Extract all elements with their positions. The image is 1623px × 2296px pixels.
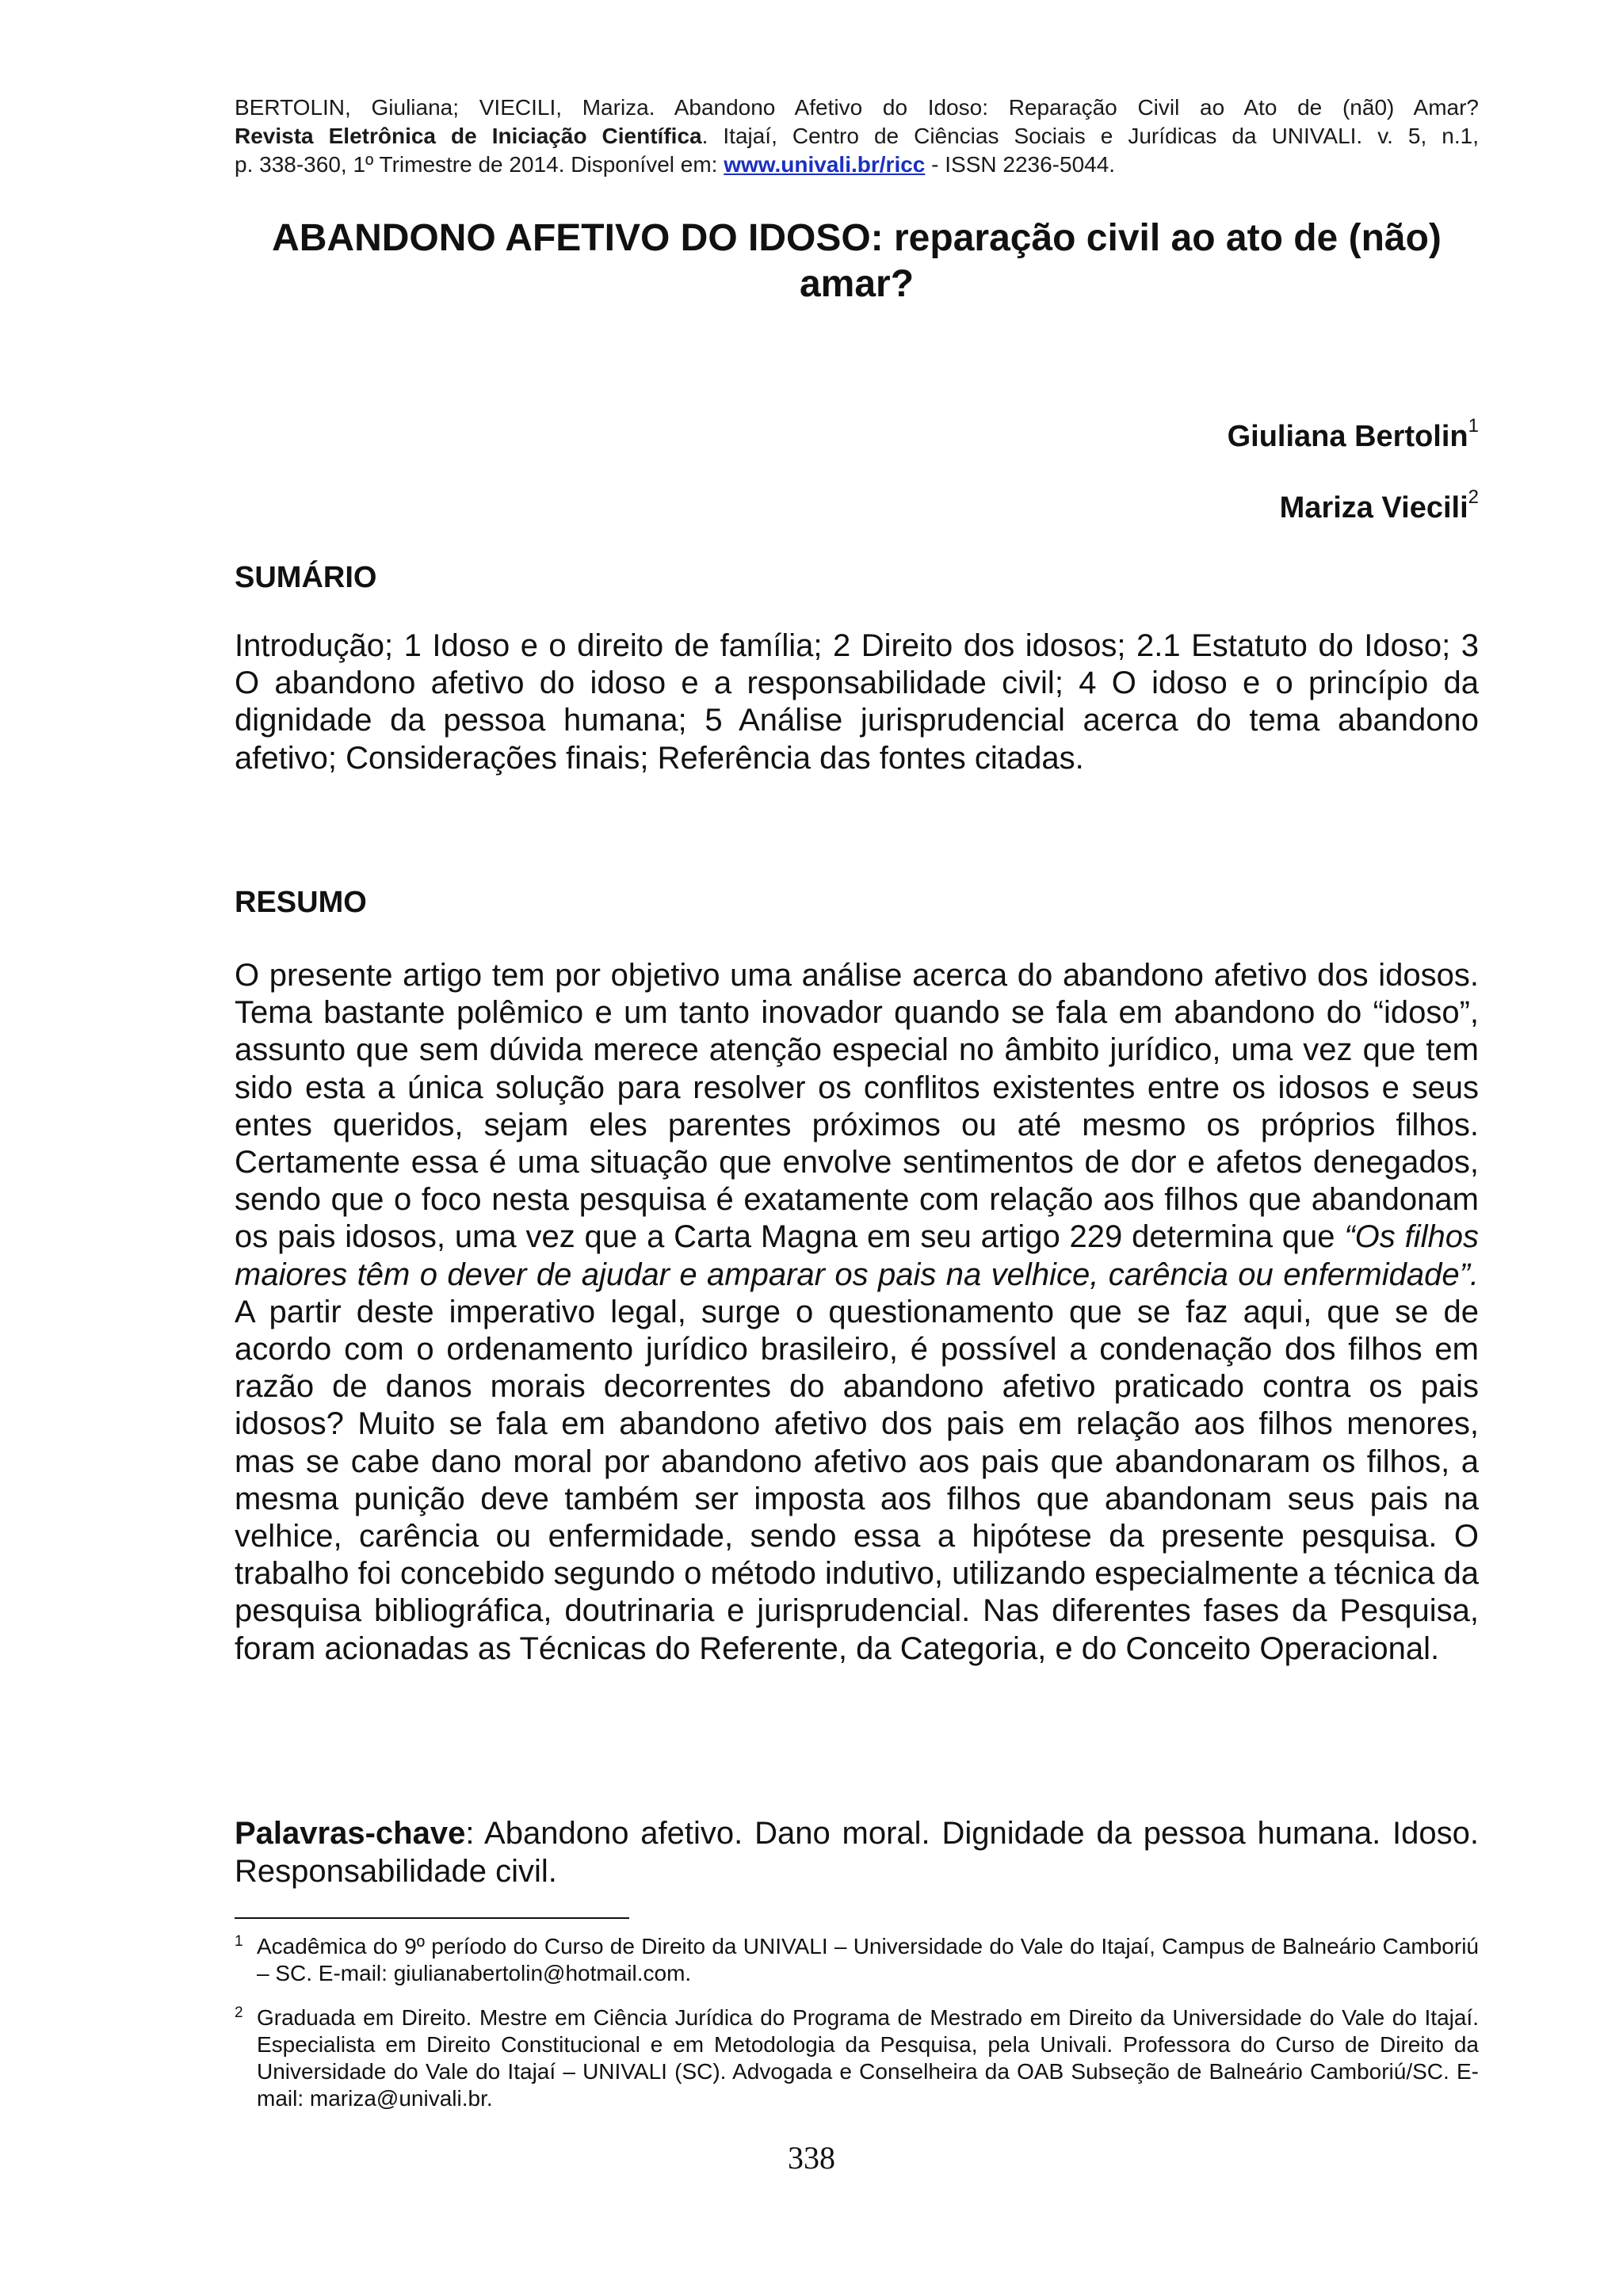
citation-details: . Itajaí, Centro de Ciências Sociais e Jurídicas da UNIVALI. v. 5, n.1,	[701, 124, 1479, 148]
footnote-ref-1[interactable]: 1	[1468, 415, 1479, 437]
citation-line-2	[235, 122, 1479, 151]
resumo-text-part-2: A partir deste imperativo legal, surge o questionamento que se faz aqui, que se de acordo com o ordenamento jurídico brasileiro, é possível a condenação dos filhos em razão de danos morais decorrentes do abandono afetivo praticado contra os pais idosos? Muito se fala em abandono afetivo dos pais em relação aos filhos menores, mas se cabe dano moral por abandono afetivo aos pais que abandonaram os filhos, a mesma punição deve também ser imposta aos filhos que abandonam seus pais na velhice, carência ou enfermidade, sendo essa a hipótese da presente pesquisa. O trabalho foi concebido segundo o método indutivo, utilizando especialmente a técnica da pesquisa bibliográfica, doutrinaria e jurisprudencial. Nas diferentes fases da Pesquisa, foram acionadas as Técnicas do Referente, da Categoria, e do Conceito Operacional.	[235, 1294, 1479, 1666]
journal-link[interactable]: www.univali.br/ricc	[724, 152, 926, 177]
sumario-heading: SUMÁRIO	[235, 561, 377, 594]
keywords-paragraph	[235, 1814, 1479, 1890]
footnote-text: Graduada em Direito. Mestre em Ciência Jurídica do Programa de Mestrado em Direito da Universidade do Vale do Itajaí. Especialista em Direito Constitucional e em Metodologia da Pesquisa, pela Univali. Professora do Curso de Direito da Universidade do Vale do Itajaí – UNIVALI (SC). Advogada e Conselheira da OAB Subseção de Balneário Camboriú/SC. E-mail: mariza@univali.br.	[257, 2005, 1479, 2111]
journal-name: Revista Eletrônica de Iniciação Científica	[235, 124, 702, 148]
page-number: 338	[788, 2140, 835, 2176]
footnote-2	[235, 2004, 1479, 2112]
citation-header	[235, 93, 1479, 179]
issn-text: - ISSN 2236-5044.	[925, 152, 1116, 177]
author-name: Giuliana Bertolin	[1227, 420, 1468, 453]
resumo-text-part-1: O presente artigo tem por objetivo uma análise acerca do abandono afetivo dos idosos. Tema bastante polêmico e um tanto inovador quando se fala em abandono do “idoso”, assunto que sem dúvida merece atenção especial no âmbito jurídico, uma vez que tem sido esta a única solução para resolver os conflitos existentes entre os idosos e seus entes queridos, sejam eles parentes próximos ou até mesmo os próprios filhos. Certamente essa é uma situação que envolve sentimentos de dor e afetos denegados, sendo que o foco nesta pesquisa é exatamente com relação aos filhos que abandonam os pais idosos, uma vez que a Carta Magna em seu artigo 229 determina que	[235, 958, 1479, 1255]
citation-line-1: BERTOLIN, Giuliana; VIECILI, Mariza. Abandono Afetivo do Idoso: Reparação Civil ao Ato de (nã0) Amar?	[235, 95, 1479, 120]
author-giuliana-bertolin	[1227, 415, 1479, 454]
author-name: Mariza Viecili	[1279, 491, 1468, 524]
footnote-mark: 1	[235, 1933, 243, 1950]
citation-line-3	[235, 151, 1479, 179]
constitution-quote: “Os filhos maiores têm o dever de ajudar e amparar os pais na velhice, carência ou enfermidade”.	[235, 1219, 1479, 1292]
sumario-text: Introdução; 1 Idoso e o direito de família; 2 Direito dos idosos; 2.1 Estatuto do Idoso; 3 O abandono afetivo do idoso e a responsabilidade civil; 4 O idoso e o princípio da dignidade da pessoa humana; 5 Análise jurisprudencial acerca do tema abandono afetivo; Considerações finais; Referência das fontes citadas.	[235, 628, 1479, 776]
paper-title: ABANDONO AFETIVO DO IDOSO: reparação civil ao ato de (não) amar?	[272, 217, 1442, 305]
keywords-label: Palavras-chave	[235, 1816, 466, 1851]
footnote-1	[235, 1933, 1479, 1987]
keywords-text: : Abandono afetivo. Dano moral. Dignidade da pessoa humana. Idoso. Responsabilidade civil.	[235, 1816, 1479, 1889]
footnote-divider	[235, 1917, 629, 1919]
citation-availability: p. 338-360, 1º Trimestre de 2014. Disponível em:	[235, 152, 724, 177]
footnote-ref-2[interactable]: 2	[1468, 486, 1479, 508]
footnote-mark: 2	[235, 2004, 243, 2021]
resumo-text	[235, 957, 1479, 1668]
resumo-heading: RESUMO	[235, 886, 367, 919]
footnote-text: Acadêmica do 9º período do Curso de Direito da UNIVALI – Universidade do Vale do Itajaí, Campus de Balneário Camboriú – SC. E-mail: giulianabertolin@hotmail.com.	[257, 1934, 1479, 1985]
author-mariza-viecili	[1279, 486, 1479, 525]
